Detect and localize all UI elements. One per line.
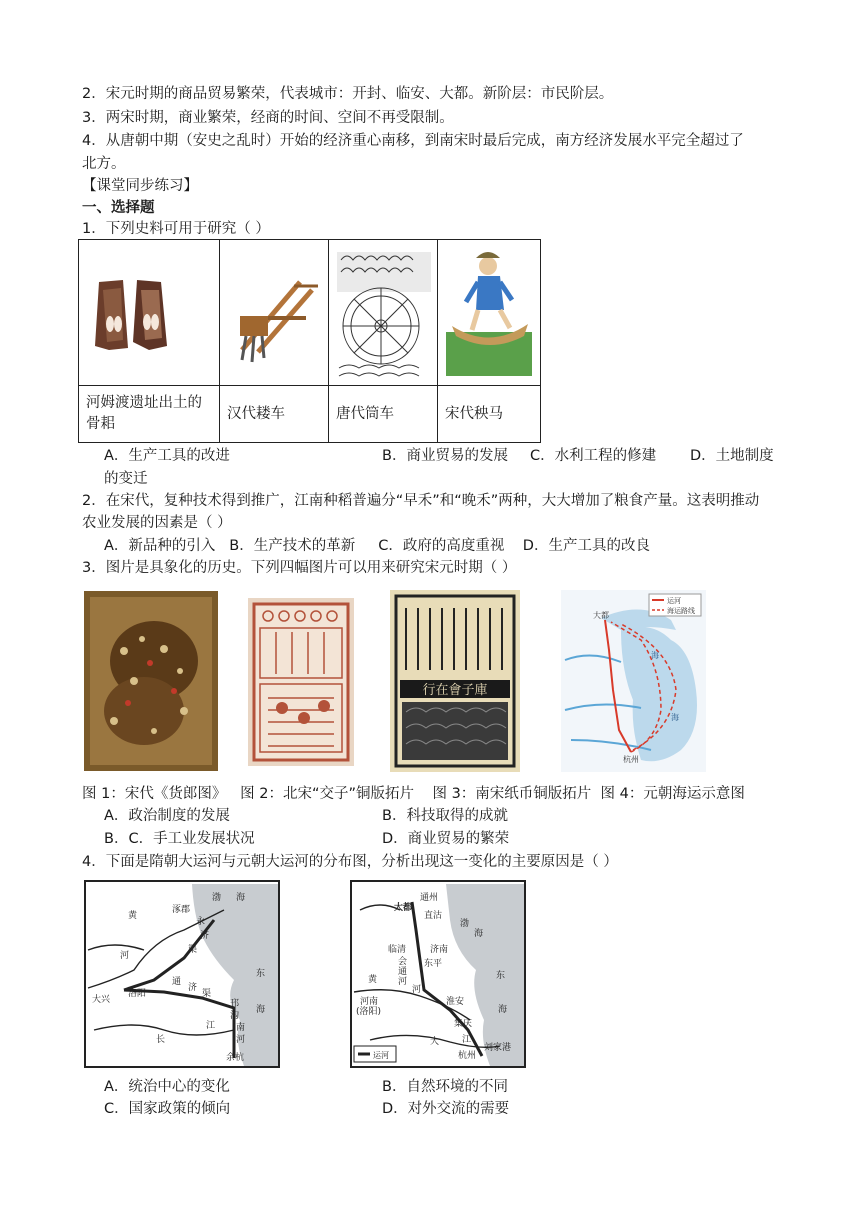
intro-point-4-line1: 4．从唐朝中期（安史之乱时）开始的经济重心南移，到南宋时最后完成，南方经济发展水平完全超过了: [82, 133, 744, 149]
map2-label-zhigu: 直沽: [424, 911, 443, 921]
q2-stem-line2: 农业发展的因素是（ ）: [82, 515, 232, 531]
caption-bone-spade: [79, 386, 220, 443]
q3-figure-caption: 图 1：宋代《货郎图》 图 2：北宋“交子”铜版拓片 图 3：南宋纸币铜版拓片 图 4：元朝海运示意图: [82, 786, 745, 802]
q2-stem-line1: 2．在宋代，复种技术得到推广，江南种稻普遍分“早禾”和“晚禾”两种，大大增加了粮食产量。这表明推动: [82, 493, 760, 509]
tube-wheel-image: [329, 240, 438, 386]
q4-option-b: B．自然环境的不同: [382, 1079, 508, 1095]
map1-label-gou: 沟: [230, 1011, 240, 1021]
map2-label-dongping: 东平: [424, 959, 443, 969]
map2-label-luoyang: (洛阳): [356, 1007, 382, 1017]
map2-legend-canal: 运河: [373, 1051, 389, 1060]
map2-label-tong: 通: [398, 967, 408, 977]
map1-label-ji2: 济: [188, 983, 198, 993]
map2-label-he-canal: 河: [398, 977, 408, 987]
map2-label-hangzhou: 杭州: [458, 1051, 477, 1061]
legend-sea-route: 海运路线: [667, 607, 695, 615]
map1-label-ji1: 济: [200, 931, 210, 941]
q1-option-b: B．商业贸易的发展: [382, 448, 508, 464]
map2-label-jiang: 江: [462, 1035, 472, 1045]
yuan-sea-transport-map: [561, 590, 706, 772]
map1-label-he: 河: [120, 951, 130, 961]
map1-label-dong: 东: [256, 969, 266, 979]
part-heading: 一、选择题: [82, 200, 155, 216]
q4-stem: 4．下面是隋朝大运河与元朝大运河的分布图，分析出现这一变化的主要原因是（ ）: [82, 854, 618, 870]
map1-label-yuhang: 余杭: [226, 1053, 245, 1063]
map2-label-huaian: 淮安: [446, 997, 465, 1007]
q4-option-c: C．国家政策的倾向: [104, 1101, 231, 1117]
q1-image-table: [78, 239, 541, 443]
map2-label-hai1: 海: [474, 929, 484, 939]
peddler-painting-image: [84, 591, 218, 771]
map2-label-hai2: 海: [498, 1005, 508, 1015]
bone-spade-image: [79, 240, 220, 386]
section-heading: 【课堂同步练习】: [82, 178, 198, 194]
q1-option-c: C．水利工程的修建: [530, 448, 657, 464]
q4-option-a: A．统治中心的变化: [104, 1079, 230, 1095]
q4-option-d: D．对外交流的需要: [382, 1101, 510, 1117]
intro-point-2: 2．宋元时期的商品贸易繁荣，代表城市：开封、临安、大都。新阶层：市民阶层。: [82, 86, 614, 102]
caption-bone-spade-line2: 骨耜: [86, 416, 115, 432]
map1-label-zhuojun: 涿郡: [172, 905, 191, 915]
map2-label-henan: 河南: [360, 997, 379, 1007]
map2-label-liujiagang: 刘家港: [484, 1043, 512, 1053]
caption-seedling-horse: 宋代秧马: [438, 386, 541, 443]
q1-option-a: A．生产工具的改进: [104, 448, 230, 464]
intro-point-4-line2: 北方。: [82, 156, 126, 172]
huizi-banknote-rubbing-image: [390, 590, 520, 772]
label-hangzhou: 杭州: [623, 755, 639, 764]
map1-label-jiang1: 江: [206, 1021, 216, 1031]
map1-label-han: 邗: [230, 999, 240, 1009]
map1-label-huang: 黄: [128, 911, 138, 921]
map1-label-hai1: 海: [236, 893, 246, 903]
huizi-banner-text: 行在會子庫: [422, 683, 488, 698]
legend-canal: 运河: [667, 597, 681, 605]
caption-seed-drill: 汉代耧车: [220, 386, 329, 443]
map2-label-jiqing: 集庆: [454, 1019, 473, 1029]
seed-drill-image: [220, 240, 329, 386]
jiaozi-rubbing-image: [248, 598, 354, 766]
label-dadu: 大都: [593, 611, 609, 620]
map1-label-hai2: 海: [256, 1005, 266, 1015]
map1-label-he2: 河: [236, 1035, 246, 1045]
map2-label-huang: 黄: [368, 975, 378, 985]
q1-option-d: D．土地制度: [690, 448, 774, 464]
label-sea-2: 海: [671, 713, 679, 722]
q3-option-c: B．C．手工业发展状况: [104, 831, 255, 847]
map2-label-da: 大: [430, 1037, 440, 1047]
map2-label-tongzhou: 通州: [420, 893, 439, 903]
q1-option-d-cont: 的变迁: [104, 471, 148, 487]
q3-option-a: A．政治制度的发展: [104, 808, 230, 824]
map2-label-bo: 渤: [460, 919, 470, 929]
map2-label-dadu: 大都: [394, 903, 413, 913]
q3-stem: 3．图片是具象化的历史。下列四幅图片可以用来研究宋元时期（ ）: [82, 560, 517, 576]
map1-label-bo: 渤: [212, 893, 222, 903]
map1-label-yong: 永: [196, 917, 206, 927]
map1-label-jiang2: 南: [236, 1023, 246, 1033]
sui-grand-canal-map: [84, 880, 280, 1068]
map1-label-qu2: 渠: [202, 989, 212, 999]
intro-point-3: 3．两宋时期，商业繁荣，经商的时间、空间不再受限制。: [82, 110, 454, 126]
map2-label-hui: 会: [398, 957, 408, 967]
map1-label-chang: 长: [156, 1035, 166, 1045]
map2-label-he-river: 河: [412, 985, 422, 995]
map2-label-linqing: 临清: [388, 945, 407, 955]
map1-label-tong: 通: [172, 977, 182, 987]
map1-label-luoyang: 洛阳: [128, 989, 147, 999]
map1-label-qu1: 渠: [188, 945, 198, 955]
q1-stem: 1．下列史料可用于研究（ ）: [82, 221, 270, 237]
yuan-grand-canal-map: [350, 880, 526, 1068]
q3-option-b: B．科技取得的成就: [382, 808, 508, 824]
rice-seedling-horse-image: [438, 240, 541, 386]
map2-label-dong: 东: [496, 971, 506, 981]
q3-option-d: D．商业贸易的繁荣: [382, 831, 510, 847]
map2-label-jinan: 济南: [430, 945, 449, 955]
caption-bone-spade-line1: 河姆渡遗址出土的: [86, 395, 202, 411]
q2-options: A．新品种的引入 B．生产技术的革新 C．政府的高度重视 D．生产工具的改良: [104, 538, 650, 554]
label-sea-1: 海: [651, 651, 659, 660]
caption-tube-wheel: 唐代筒车: [329, 386, 438, 443]
map1-label-daxing: 大兴: [92, 995, 111, 1005]
